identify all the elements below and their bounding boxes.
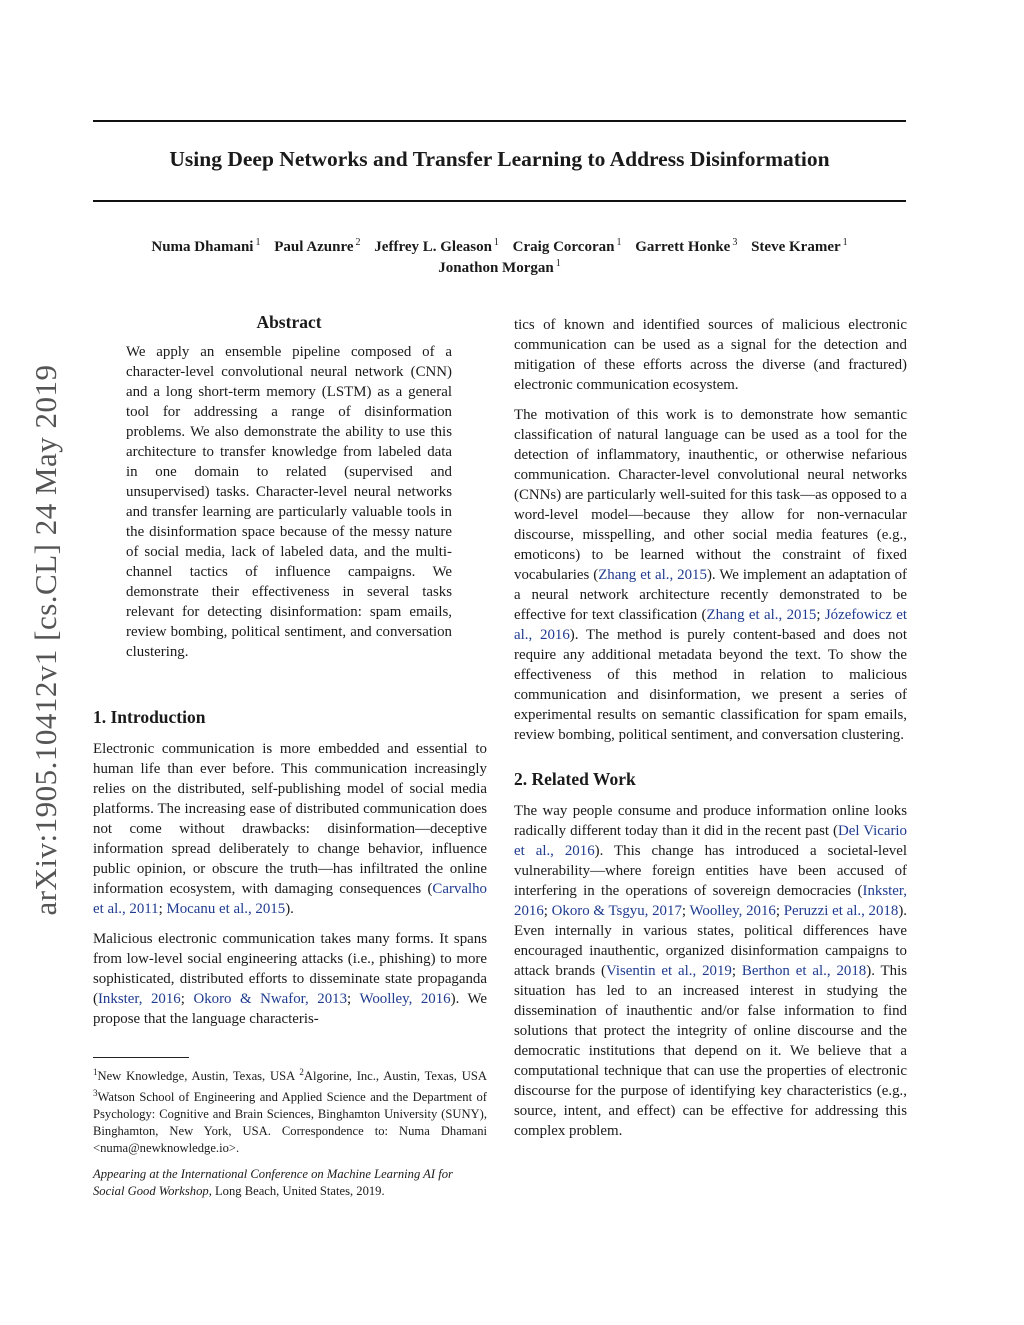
citation-link[interactable]: Del Vicario et al., 2016 — [514, 823, 907, 859]
arxiv-identifier: arXiv:1905.10412v1 [cs.CL] 24 May 2019 — [28, 364, 63, 916]
author: Jeffrey L. Gleason $^1$ — [374, 237, 499, 255]
right-column — [514, 315, 907, 1151]
citation-link[interactable]: Okoro & Tsgyu, 2017 — [551, 903, 682, 919]
citation-link[interactable]: Inkster, 2016 — [97, 991, 181, 1007]
author: Numa Dhamani $^1$ — [151, 237, 261, 255]
citation-link[interactable]: Józefowicz et al., 2016 — [514, 607, 907, 643]
citation-link[interactable]: Mocanu et al., 2015 — [166, 901, 286, 917]
venue-note: Appearing at the International Conference on Machine Learning AI for Social Good Workshop, Long Beach, United States, 2019. — [93, 1167, 453, 1198]
author-line-1 — [93, 237, 906, 256]
author: Steve Kramer $^1$ — [751, 237, 848, 255]
citation-link[interactable]: Okoro & Nwafor, 2013 — [193, 991, 348, 1007]
footnote-rule — [93, 1057, 189, 1058]
related-work-heading: 2. Related Work — [514, 769, 636, 789]
author: Jonathon Morgan $^1$ — [438, 258, 561, 276]
citation-link[interactable]: Visentin et al., 2019 — [605, 963, 732, 979]
citation-link[interactable]: Peruzzi et al., 2018 — [783, 903, 899, 919]
abstract-heading: Abstract — [256, 312, 322, 332]
top-rule — [93, 120, 906, 122]
citation-link[interactable]: Carvalho et al., 2011 — [93, 881, 487, 917]
left-column — [93, 707, 487, 1039]
paper-title: Using Deep Networks and Transfer Learning to Address Disinformation — [169, 147, 830, 171]
citation-link[interactable]: Zhang et al., 2015 — [598, 567, 707, 583]
citation-link[interactable]: Berthon et al., 2018 — [741, 963, 867, 979]
author: Paul Azunre $^2$ — [274, 237, 361, 255]
intro-paragraph-1: Electronic communication is more embedded and essential to human life than ever before. This communication increasingly relies on the distributed, self-publishing model of social media platforms. The increasing ease of distributed communication does not come without drawbacks: disinformation—deceptive information spread deliberately to change behavior, influence public opinion, or obscure the truth—has infiltrated the online information ecosystem, with damaging consequences (Carvalho et al., 2011; Mocanu et al., 2015). — [93, 741, 487, 917]
intro-paragraph-3: The motivation of this work is to demonstrate how semantic classification of natural language can be used as a tool for the detection of inflammatory, inauthentic, or otherwise nefarious communication. Character-level convolutional neural networks (CNNs) are particularly well-suited for this task—as opposed to a word-level model—because they allow for non-vernacular discourse, misspelling, and other social media features (e.g., emoticons) to be learned without the constraint of fixed vocabularies (Zhang et al., 2015). We implement an adaptation of a neural network architecture recently demonstrated to be effective for text classification (Zhang et al., 2015; Józefowicz et al., 2016). The method is purely content-based and does not require any additional metadata beyond the text. To show the effectiveness of this method in relation to malicious communication and disinformation, we present a series of experimental results on semantic classification for spam emails, review bombing, political sentiment, and conversation clustering. — [514, 407, 907, 743]
intro-heading: 1. Introduction — [93, 707, 206, 727]
footnotes: $^1$New Knowledge, Austin, Texas, USA $^2$Algorine, Inc., Austin, Texas, USA $^3$Watson School of Engineering and Applied Science and the Department of Psychology: Cognitive and Brain Sciences, Binghamton University (SUNY), Binghamton, New York, USA. Correspondence to: Numa Dhamani <numa@newknowledge.io>. — [93, 1067, 487, 1155]
abstract-block — [126, 312, 452, 672]
citation-link[interactable]: Inkster, 2016 — [514, 883, 907, 919]
author: Craig Corcoran $^1$ — [512, 237, 622, 255]
abstract-text: We apply an ensemble pipeline composed of a character-level convolutional neural network (CNN) and a long short-term memory (LSTM) as a general tool for addressing a range of disinformation problems. We also demonstrate the ability to use this architecture to transfer knowledge from labeled data in one domain to related (supervised and unsupervised) tasks. Character-level neural networks and transfer learning are particularly valuable tools in the disinformation space because of the messy nature of social media, lack of labeled data, and the multi-channel tactics of influence campaigns. We demonstrate their effectiveness in several tasks relevant for detecting disinformation: spam emails, review bombing, political sentiment, and conversation clustering. — [126, 344, 452, 660]
intro-paragraph-2-continued: tics of known and identified sources of malicious electronic communication can be used as a signal for the detection and mitigation of these efforts across the diverse (and fractured) electronic communication ecosystem. — [514, 317, 907, 393]
author-line-2 — [93, 258, 906, 277]
author: Garrett Honke $^3$ — [635, 237, 738, 255]
intro-paragraph-2: Malicious electronic communication takes many forms. It spans from low-level social engineering attacks (i.e., phishing) to more sophisticated, distributed efforts to disseminate state propaganda (Inkster, 2016; Okoro & Nwafor, 2013; Woolley, 2016). We propose that the language characteris- — [93, 931, 488, 1027]
citation-link[interactable]: Zhang et al., 2015 — [706, 607, 817, 623]
citation-link[interactable]: Woolley, 2016 — [689, 903, 776, 919]
related-work-paragraph: The way people consume and produce information online looks radically different today than it did in the recent past (Del Vicario et al., 2016). This change has introduced a societal-level vulnerability—where foreign entities have been accused of interfering in the operations of sovereign democracies (Inkster, 2016; Okoro & Tsgyu, 2017; Woolley, 2016; Peruzzi et al., 2018). Even internally in various states, political differences have encouraged inauthentic, organized disinformation campaigns to attack brands (Visentin et al., 2019; Berthon et al., 2018). This situation has led to an increased interest in studying the dissemination of inauthentic and/or false information to find solutions that protect the integrity of online discourse and the democratic institutions that depend on it. We believe that a computational technique that can use the properties of electronic discourse for the purpose of identifying key characteristics (e.g., source, intent, and effect) can be effective for addressing this complex problem. — [514, 803, 907, 1139]
title-bottom-rule — [93, 200, 906, 202]
citation-link[interactable]: Woolley, 2016 — [359, 991, 451, 1007]
